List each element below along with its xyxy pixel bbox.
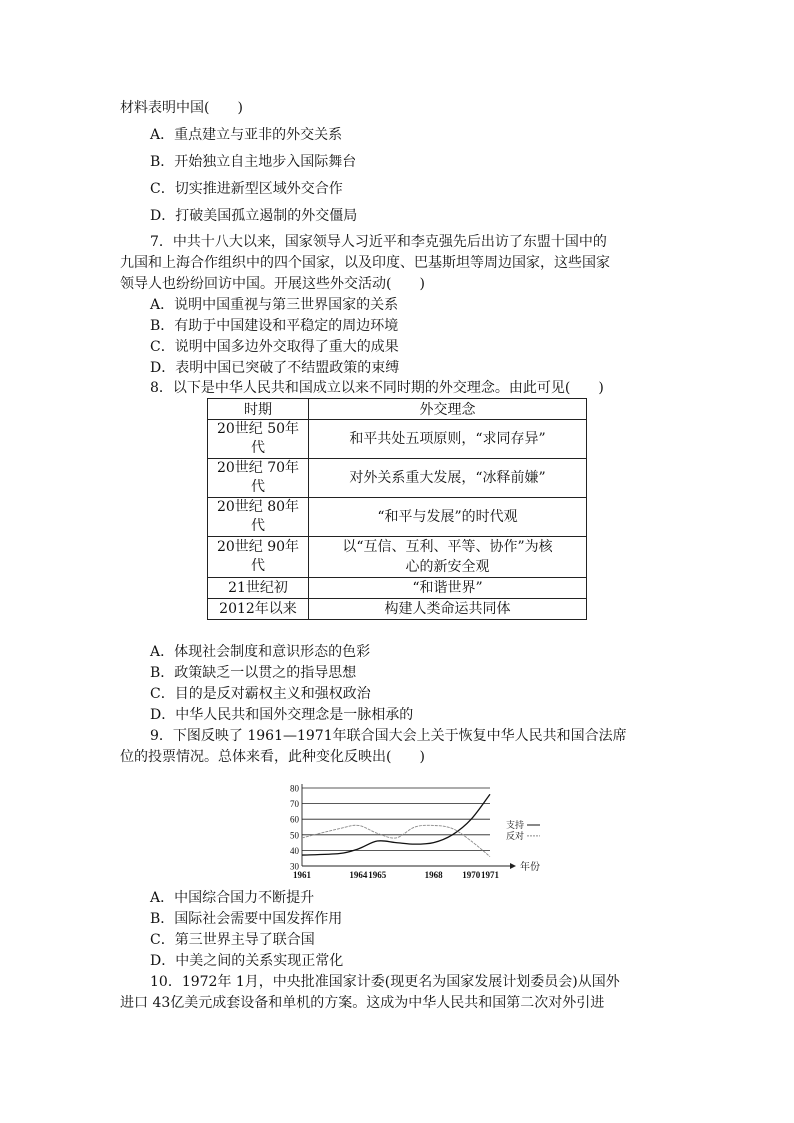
q9-option-c[interactable]: C．第三世界主导了联合国 bbox=[150, 932, 315, 948]
table-row bbox=[208, 420, 587, 459]
legend-label: 反对 bbox=[506, 831, 525, 842]
un-vote-chart bbox=[280, 778, 550, 882]
idea-cell bbox=[309, 420, 587, 459]
q7-option-a[interactable]: A．说明中国重视与第三世界国家的关系 bbox=[150, 297, 399, 313]
series-line-1 bbox=[302, 825, 490, 856]
period-cell bbox=[208, 498, 309, 537]
period-line: 代 bbox=[251, 440, 265, 456]
q10-stem-line-2: 进口 43亿美元成套设备和单机的方案。这成为中华人民共和国第二次对外引进 bbox=[120, 995, 605, 1011]
q7-option-c[interactable]: C．说明中国多边外交取得了重大的成果 bbox=[150, 339, 399, 355]
table-header-idea: 外交理念 bbox=[309, 399, 587, 420]
q9-stem-line-1: 9．下图反映了 1961—1971年联合国大会上关于恢复中华人民共和国合法席 bbox=[150, 728, 627, 744]
q9-option-d[interactable]: D．中美之间的关系实现正常化 bbox=[150, 953, 344, 969]
period-line: 21世纪初 bbox=[228, 579, 288, 596]
q7-option-d[interactable]: D．表明中国已突破了不结盟政策的束缚 bbox=[150, 360, 400, 376]
x-tick-label: 1968 bbox=[424, 870, 443, 880]
q9-stem-line-2: 位的投票情况。总体来看，此种变化反映出( ) bbox=[120, 749, 425, 765]
period-cell bbox=[208, 420, 309, 459]
q9-option-a[interactable]: A．中国综合国力不断提升 bbox=[150, 890, 315, 906]
q9-option-b[interactable]: B．国际社会需要中国发挥作用 bbox=[150, 911, 343, 927]
q8-option-c[interactable]: C．目的是反对霸权主义和强权政治 bbox=[150, 686, 371, 702]
period-cell bbox=[208, 459, 309, 498]
table-row bbox=[208, 599, 587, 620]
idea-line: 以“互信、互利、平等、协作”为核 bbox=[342, 539, 553, 555]
x-tick-label: 1970 bbox=[462, 870, 481, 880]
q7-stem-line-3: 领导人也纷纷回访中国。开展这些外交活动( ) bbox=[120, 276, 425, 292]
period-line: 20世纪 70年 bbox=[216, 460, 300, 476]
table-row bbox=[208, 578, 587, 599]
table-header-period: 时期 bbox=[208, 399, 309, 420]
table-row bbox=[208, 537, 587, 578]
x-tick-label: 1971 bbox=[481, 870, 499, 880]
x-axis-label: 年份 bbox=[520, 862, 540, 873]
y-tick-label: 80 bbox=[290, 783, 299, 794]
q7-option-b[interactable]: B．有助于中国建设和平稳定的周边环境 bbox=[150, 318, 399, 334]
q7-stem-line-2: 九国和上海合作组织中的四个国家，以及印度、巴基斯坦等周边国家，这些国家 bbox=[120, 255, 610, 271]
idea-cell bbox=[309, 599, 587, 620]
period-line: 2012年以来 bbox=[219, 600, 297, 617]
idea-cell bbox=[309, 459, 587, 498]
idea-line: 心的新安全观 bbox=[405, 559, 490, 575]
period-cell bbox=[208, 599, 309, 620]
period-line: 20世纪 80年 bbox=[216, 499, 300, 515]
q10-stem-line-1: 10．1972年 1月，中央批准国家计委(现更名为国家发展计划委员会)从国外 bbox=[150, 974, 620, 990]
idea-line: 对外关系重大发展，“冰释前嫌” bbox=[349, 470, 546, 486]
q8-stem: 8．以下是中华人民共和国成立以来不同时期的外交理念。由此可见( ) bbox=[150, 380, 604, 396]
q6-option-d[interactable]: D．打破美国孤立遏制的外交僵局 bbox=[150, 208, 358, 224]
period-line: 20世纪 50年 bbox=[216, 421, 300, 437]
y-tick-label: 70 bbox=[290, 799, 299, 810]
idea-cell bbox=[309, 578, 587, 599]
idea-line: 构建人类命运共同体 bbox=[384, 601, 511, 617]
idea-line: 和平共处五项原则，“求同存异” bbox=[349, 431, 546, 447]
q8-option-a[interactable]: A．体现社会制度和意识形态的色彩 bbox=[150, 644, 371, 660]
period-line: 代 bbox=[251, 479, 265, 495]
period-line: 20世纪 90年 bbox=[216, 539, 300, 555]
q6-stem-tail: 材料表明中国( ) bbox=[120, 100, 243, 116]
q6-option-c[interactable]: C．切实推进新型区域外交合作 bbox=[150, 181, 343, 197]
x-tick-label: 1961 bbox=[293, 870, 311, 880]
y-tick-label: 60 bbox=[290, 814, 299, 825]
table-row bbox=[208, 498, 587, 537]
period-cell bbox=[208, 578, 309, 599]
idea-cell bbox=[309, 498, 587, 537]
idea-line: “和平与发展”的时代观 bbox=[377, 509, 518, 525]
x-tick-label: 1964 bbox=[349, 870, 368, 880]
x-axis-arrow bbox=[510, 863, 516, 869]
x-tick-label: 1965 bbox=[368, 870, 387, 880]
q8-option-b[interactable]: B．政策缺乏一以贯之的指导思想 bbox=[150, 665, 357, 681]
idea-line: “和谐世界” bbox=[412, 580, 483, 596]
diplomacy-ideas-table bbox=[207, 398, 587, 620]
legend-label: 支持 bbox=[506, 821, 525, 831]
q6-option-b[interactable]: B．开始独立自主地步入国际舞台 bbox=[150, 154, 357, 170]
period-line: 代 bbox=[251, 558, 265, 574]
q6-option-a[interactable]: A．重点建立与亚非的外交关系 bbox=[150, 127, 343, 143]
period-cell bbox=[208, 537, 309, 578]
table-header-row bbox=[208, 399, 587, 420]
q7-stem-line-1: 7．中共十八大以来，国家领导人习近平和李克强先后出访了东盟十国中的 bbox=[150, 234, 607, 250]
y-tick-label: 30 bbox=[290, 861, 299, 872]
table-row bbox=[208, 459, 587, 498]
q8-option-d[interactable]: D．中华人民共和国外交理念是一脉相承的 bbox=[150, 707, 414, 723]
period-line: 代 bbox=[251, 518, 265, 534]
y-tick-label: 50 bbox=[290, 830, 299, 841]
idea-cell bbox=[309, 537, 587, 578]
y-tick-label: 40 bbox=[290, 845, 299, 856]
